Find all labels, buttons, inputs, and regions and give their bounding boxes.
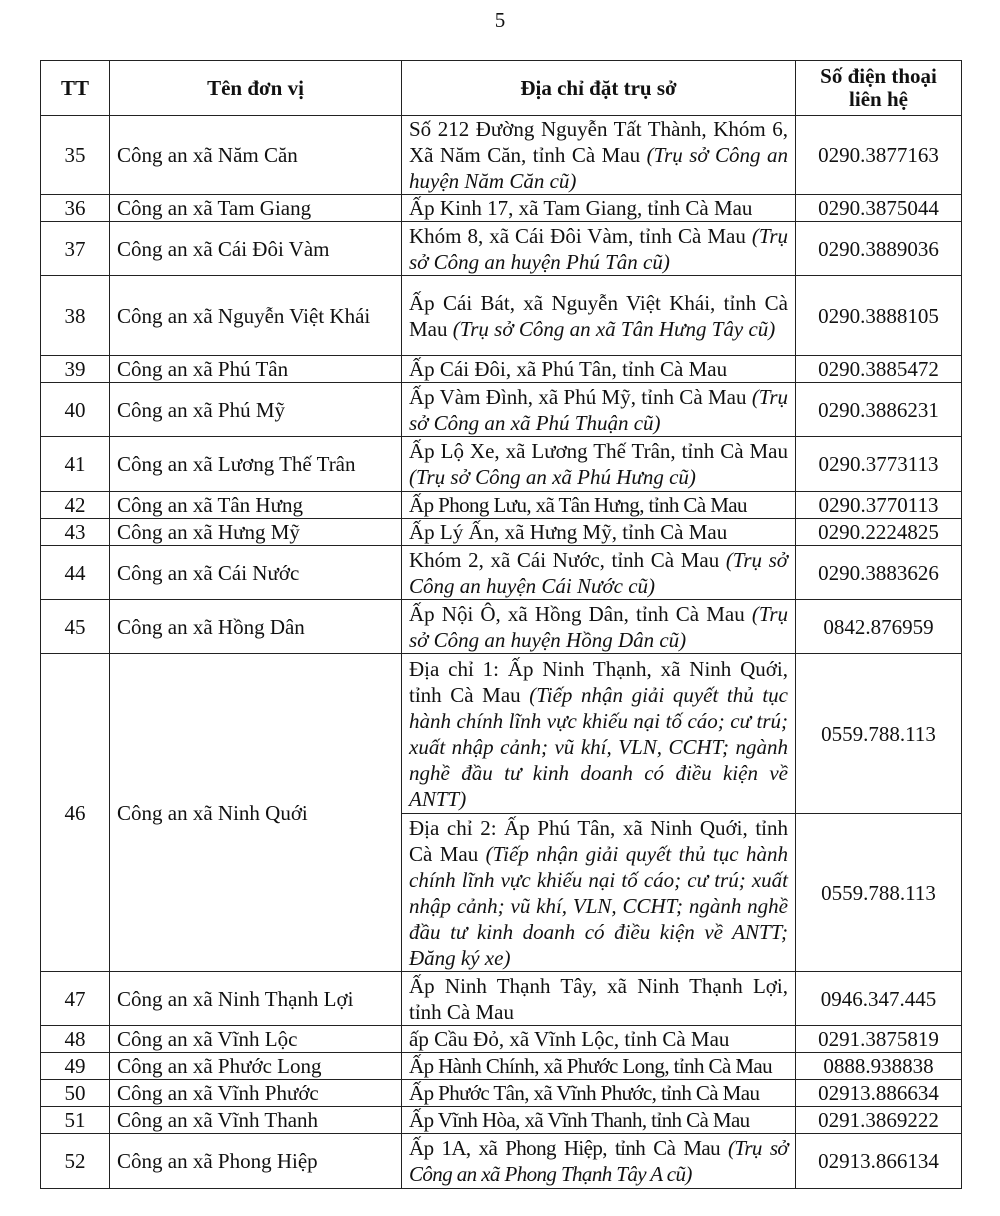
table-row: [41, 519, 962, 546]
address-cell: [402, 222, 796, 276]
phone-cell: 0290.2224825: [796, 519, 962, 546]
row-number-cell: 37: [41, 222, 110, 276]
unit-name-cell: Công an xã Phong Hiệp: [110, 1134, 402, 1189]
unit-name-cell: Công an xã Lương Thế Trân: [110, 437, 402, 492]
address-cell: [402, 195, 796, 222]
unit-name-cell: Công an xã Hưng Mỹ: [110, 519, 402, 546]
phone-cell: 0290.3875044: [796, 195, 962, 222]
header-phone: Số điện thoại liên hệ: [796, 61, 962, 116]
unit-name-cell: Công an xã Vĩnh Phước: [110, 1080, 402, 1107]
address-cell: [402, 1134, 796, 1189]
address-note: (Trụ sở Công an xã Phú Hưng cũ): [409, 465, 696, 489]
address-text: Ấp Lộ Xe, xã Lương Thế Trân, tỉnh Cà Mau: [409, 439, 788, 463]
phone-cell: 0291.3869222: [796, 1107, 962, 1134]
phone-cell: 0290.3888105: [796, 276, 962, 356]
table-row: [41, 356, 962, 383]
table-row: [41, 972, 962, 1026]
unit-name-cell: Công an xã Phú Tân: [110, 356, 402, 383]
table-header-row: [41, 61, 962, 116]
unit-name-cell: Công an xã Tân Hưng: [110, 492, 402, 519]
address-cell: [402, 600, 796, 654]
unit-name-cell: Công an xã Nguyễn Việt Khái: [110, 276, 402, 356]
address-text: Khóm 2, xã Cái Nước, tỉnh Cà Mau: [409, 547, 720, 572]
address-note: (Trụ sở Công an huyện Hồng Dân cũ): [409, 601, 789, 652]
address-text: Ấp Cái Đôi, xã Phú Tân, tỉnh Cà Mau: [409, 357, 728, 381]
address-text: Ấp Nội Ô, xã Hồng Dân, tỉnh Cà Mau: [409, 601, 745, 626]
table-row: [41, 1134, 962, 1189]
row-number-cell: 43: [41, 519, 110, 546]
row-number-cell: 44: [41, 546, 110, 600]
address-text: Ấp Ninh Thạnh Tây, xã Ninh Thạnh Lợi, tỉnh Cà Mau: [409, 973, 788, 1024]
table-row: [41, 195, 962, 222]
unit-name-cell: Công an xã Ninh Thạnh Lợi: [110, 972, 402, 1026]
address-cell: [402, 972, 796, 1026]
phone-cell: 0290.3877163: [796, 116, 962, 195]
row-number-cell: 38: [41, 276, 110, 356]
address-note: (Trụ sở Công an huyện Phú Tân cũ): [409, 223, 789, 274]
address-note: (Tiếp nhận giải quyết thủ tục hành chính lĩnh vực khiếu nại tố cáo; cư trú; xuất nhập cảnh; vũ khí, VLN, CCHT; ngành nghề đầu tư kinh doanh có điều kiện về ANTT; Đăng ký xe): [409, 841, 788, 970]
phone-cell: 0290.3886231: [796, 383, 962, 437]
unit-name-cell: Công an xã Vĩnh Thanh: [110, 1107, 402, 1134]
unit-name-cell: Công an xã Cái Nước: [110, 546, 402, 600]
row-number-cell: 45: [41, 600, 110, 654]
row-number-cell: 51: [41, 1107, 110, 1134]
unit-name-cell: Công an xã Ninh Quới: [110, 654, 402, 972]
address-cell: [402, 116, 796, 195]
address-cell: [402, 814, 796, 972]
address-text: Ấp Phong Lưu, xã Tân Hưng, tỉnh Cà Mau: [409, 493, 747, 517]
table-row: [41, 546, 962, 600]
phone-cell: 0290.3770113: [796, 492, 962, 519]
address-text: Ấp Kinh 17, xã Tam Giang, tỉnh Cà Mau: [409, 196, 753, 220]
unit-name-cell: Công an xã Năm Căn: [110, 116, 402, 195]
phone-cell: 0290.3885472: [796, 356, 962, 383]
address-note: (Tiếp nhận giải quyết thủ tục hành chính lĩnh vực khiếu nại tố cáo; cư trú; xuất nhập cảnh; vũ khí, VLN, CCHT; ngành nghề đầu tư kinh doanh có điều kiện về ANTT): [409, 682, 788, 811]
table-row: [41, 1026, 962, 1053]
table-row: [41, 116, 962, 195]
table-row: [41, 1053, 962, 1080]
address-cell: [402, 492, 796, 519]
address-cell: [402, 1053, 796, 1080]
header-unit-name: Tên đơn vị: [110, 61, 402, 116]
address-text: Ấp 1A, xã Phong Hiệp, tỉnh Cà Mau: [409, 1136, 721, 1160]
address-text: Ấp Lý Ấn, xã Hưng Mỹ, tỉnh Cà Mau: [409, 520, 728, 544]
header-address: Địa chỉ đặt trụ sở: [402, 61, 796, 116]
address-text: ấp Cầu Đỏ, xã Vĩnh Lộc, tỉnh Cà Mau: [409, 1027, 730, 1051]
address-text: Ấp Phước Tân, xã Vĩnh Phước, tỉnh Cà Mau: [409, 1081, 760, 1105]
row-number-cell: 48: [41, 1026, 110, 1053]
address-cell: [402, 519, 796, 546]
row-number-cell: 49: [41, 1053, 110, 1080]
address-cell: [402, 1080, 796, 1107]
table-row: [41, 1080, 962, 1107]
table-row: [41, 437, 962, 492]
address-cell: [402, 546, 796, 600]
unit-name-cell: Công an xã Phước Long: [110, 1053, 402, 1080]
address-text: Ấp Cái Bát, xã Nguyễn Việt Khái, tỉnh Cà Mau: [409, 290, 788, 341]
row-number-cell: 40: [41, 383, 110, 437]
phone-cell: 0888.938838: [796, 1053, 962, 1080]
row-number-cell: 47: [41, 972, 110, 1026]
table-row: [41, 654, 962, 814]
address-cell: [402, 1107, 796, 1134]
table-row: [41, 492, 962, 519]
unit-name-cell: Công an xã Cái Đôi Vàm: [110, 222, 402, 276]
address-text: Khóm 8, xã Cái Đôi Vàm, tỉnh Cà Mau: [409, 223, 746, 248]
table-row: [41, 276, 962, 356]
phone-cell: 0946.347.445: [796, 972, 962, 1026]
address-cell: [402, 356, 796, 383]
unit-name-cell: Công an xã Hồng Dân: [110, 600, 402, 654]
address-note: (Trụ sở Công an huyện Năm Căn cũ): [409, 143, 788, 193]
address-cell: [402, 383, 796, 437]
address-text: Ấp Hành Chính, xã Phước Long, tỉnh Cà Mau: [409, 1054, 773, 1078]
address-text: Số 212 Đường Nguyễn Tất Thành, Khóm 6, Xã Năm Căn, tỉnh Cà Mau: [409, 117, 788, 167]
address-cell: [402, 276, 796, 356]
address-note: (Trụ sở Công an huyện Cái Nước cũ): [409, 547, 788, 598]
address-text: Ấp Vĩnh Hòa, xã Vĩnh Thanh, tỉnh Cà Mau: [409, 1108, 750, 1132]
phone-cell: 0290.3773113: [796, 437, 962, 492]
unit-name-cell: Công an xã Vĩnh Lộc: [110, 1026, 402, 1053]
police-stations-table: [40, 60, 962, 1189]
phone-cell: 0842.876959: [796, 600, 962, 654]
address-cell: [402, 437, 796, 492]
table-row: [41, 383, 962, 437]
row-number-cell: 39: [41, 356, 110, 383]
address-text: Địa chỉ 2: Ấp Phú Tân, xã Ninh Quới, tỉnh Cà Mau: [409, 815, 788, 866]
phone-cell: 0559.788.113: [796, 654, 962, 814]
table-row: [41, 600, 962, 654]
row-number-cell: 50: [41, 1080, 110, 1107]
phone-cell: 02913.866134: [796, 1134, 962, 1189]
address-cell: [402, 654, 796, 814]
row-number-cell: 52: [41, 1134, 110, 1189]
table-row: [41, 1107, 962, 1134]
page-number: 5: [494, 8, 506, 32]
address-note: (Trụ sở Công an xã Tân Hưng Tây cũ): [452, 316, 776, 341]
table-body: [41, 116, 962, 1189]
table-row: [41, 222, 962, 276]
row-number-cell: 46: [41, 654, 110, 972]
phone-cell: 0290.3883626: [796, 546, 962, 600]
address-note: (Trụ sở Công an xã Phong Thạnh Tây A cũ): [409, 1136, 788, 1186]
address-note: (Trụ sở Công an xã Phú Thuận cũ): [409, 384, 788, 435]
unit-name-cell: Công an xã Tam Giang: [110, 195, 402, 222]
row-number-cell: 41: [41, 437, 110, 492]
phone-cell: 0291.3875819: [796, 1026, 962, 1053]
address-cell: [402, 1026, 796, 1053]
address-text: Địa chỉ 1: Ấp Ninh Thạnh, xã Ninh Quới, tỉnh Cà Mau: [409, 656, 788, 707]
row-number-cell: 36: [41, 195, 110, 222]
address-text: Ấp Vàm Đình, xã Phú Mỹ, tỉnh Cà Mau: [409, 384, 747, 409]
phone-cell: 02913.886634: [796, 1080, 962, 1107]
phone-cell: 0559.788.113: [796, 814, 962, 972]
unit-name-cell: Công an xã Phú Mỹ: [110, 383, 402, 437]
row-number-cell: 35: [41, 116, 110, 195]
header-tt: TT: [41, 61, 110, 116]
row-number-cell: 42: [41, 492, 110, 519]
phone-cell: 0290.3889036: [796, 222, 962, 276]
